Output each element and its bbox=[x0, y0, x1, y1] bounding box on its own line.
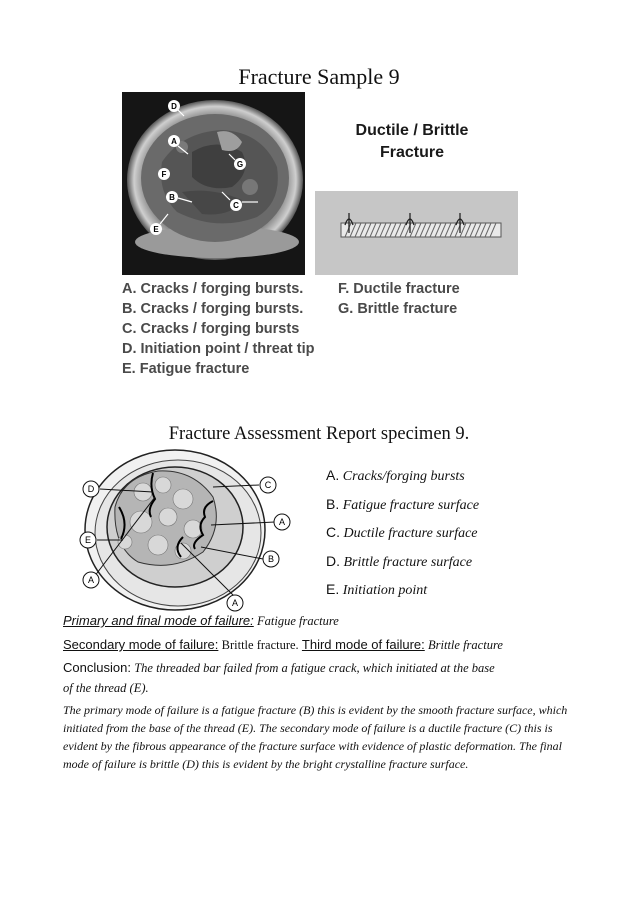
photo-label-c: C bbox=[233, 201, 239, 210]
conclusion-continued: of the thread (E). bbox=[63, 681, 149, 695]
legend-item: C. Cracks / forging bursts bbox=[122, 321, 300, 337]
sketch-label-a-lower: A bbox=[87, 575, 95, 585]
legend-text: Brittle fracture surface bbox=[343, 554, 473, 570]
photo-label-a: A bbox=[171, 137, 177, 146]
legend-letter: B. bbox=[326, 495, 340, 512]
report-legend-item bbox=[326, 576, 479, 605]
photo-label-g: G bbox=[236, 160, 244, 169]
sketch-label-a-bottom: A bbox=[231, 598, 239, 608]
report-legend-item bbox=[326, 519, 479, 548]
fracture-sketch bbox=[63, 447, 313, 615]
sketch-label-b: B bbox=[267, 554, 275, 564]
third-mode-value: Brittle fracture bbox=[428, 638, 503, 652]
legend-item: G. Brittle fracture bbox=[338, 301, 458, 317]
legend-letter: D. bbox=[326, 552, 340, 569]
legend-text: Ductile fracture surface bbox=[343, 526, 478, 541]
sample-title: Fracture Sample 9 bbox=[238, 64, 400, 89]
primary-mode-line bbox=[63, 613, 339, 629]
primary-mode-label: Primary and final mode of failure: bbox=[63, 613, 254, 628]
conclusion-text: The threaded bar failed from a fatigue crack, which initiated at the base bbox=[134, 661, 495, 675]
report-title: Fracture Assessment Report specimen 9. bbox=[168, 424, 470, 444]
threaded-bar-diagram bbox=[315, 191, 518, 275]
secondary-mode-value: Brittle fracture. bbox=[221, 638, 299, 652]
primary-mode-value: Fatigue fracture bbox=[257, 614, 339, 628]
report-legend-item bbox=[326, 491, 479, 520]
photo-label-d: D bbox=[171, 102, 177, 111]
legend-text: Initiation point bbox=[342, 583, 428, 598]
legend-item: F. Ductile fracture bbox=[338, 281, 460, 297]
conclusion-line bbox=[63, 660, 495, 676]
legend-item: B. Cracks / forging bursts. bbox=[122, 301, 304, 317]
photo-label-b: B bbox=[169, 193, 175, 202]
legend-item: E. Fatigue fracture bbox=[122, 361, 250, 377]
legend-letter: A. bbox=[326, 467, 340, 483]
legend-item: A. Cracks / forging bursts. bbox=[122, 281, 304, 297]
sketch-label-d: D bbox=[87, 484, 95, 494]
sketch-label-a: A bbox=[278, 517, 286, 527]
legend-letter: C. bbox=[326, 524, 340, 540]
photo-label-f: F bbox=[161, 170, 167, 179]
secondary-mode-line bbox=[63, 637, 503, 653]
legend-item: D. Initiation point / threat tip bbox=[122, 341, 315, 357]
ductile-brittle-title-line2: Fracture bbox=[379, 144, 445, 161]
legend-right bbox=[338, 279, 460, 319]
legend-text: Fatigue fracture surface bbox=[342, 497, 480, 513]
sketch-label-e: E bbox=[84, 535, 92, 545]
conclusion-label: Conclusion: bbox=[63, 660, 131, 675]
report-legend bbox=[326, 462, 479, 605]
secondary-mode-label: Secondary mode of failure: bbox=[63, 637, 219, 652]
legend-left bbox=[122, 279, 315, 379]
sketch-label-c: C bbox=[264, 480, 272, 490]
ductile-brittle-title-line1: Ductile / Brittle bbox=[355, 122, 469, 139]
legend-text: Cracks/forging bursts bbox=[342, 469, 465, 484]
third-mode-label: Third mode of failure: bbox=[301, 637, 425, 652]
report-legend-item bbox=[326, 462, 479, 491]
photo-label-e: E bbox=[153, 225, 159, 234]
report-legend-item bbox=[326, 548, 479, 577]
legend-letter: E. bbox=[326, 581, 340, 597]
fracture-photo bbox=[122, 92, 305, 275]
ductile-brittle-title bbox=[318, 120, 506, 164]
assessment-paragraph: The primary mode of failure is a fatigue fracture (B) this is evident by the smooth fracture surface, which initiated from the base of the thread (E). The secondary mode of failure is a ductile fracture (C) this is evident by the fibrous appearance of the fracture surface with evidence of plastic deformation. The final mode of failure is brittle (D) this is evident by the bright crystalline fracture surface. bbox=[63, 703, 568, 771]
